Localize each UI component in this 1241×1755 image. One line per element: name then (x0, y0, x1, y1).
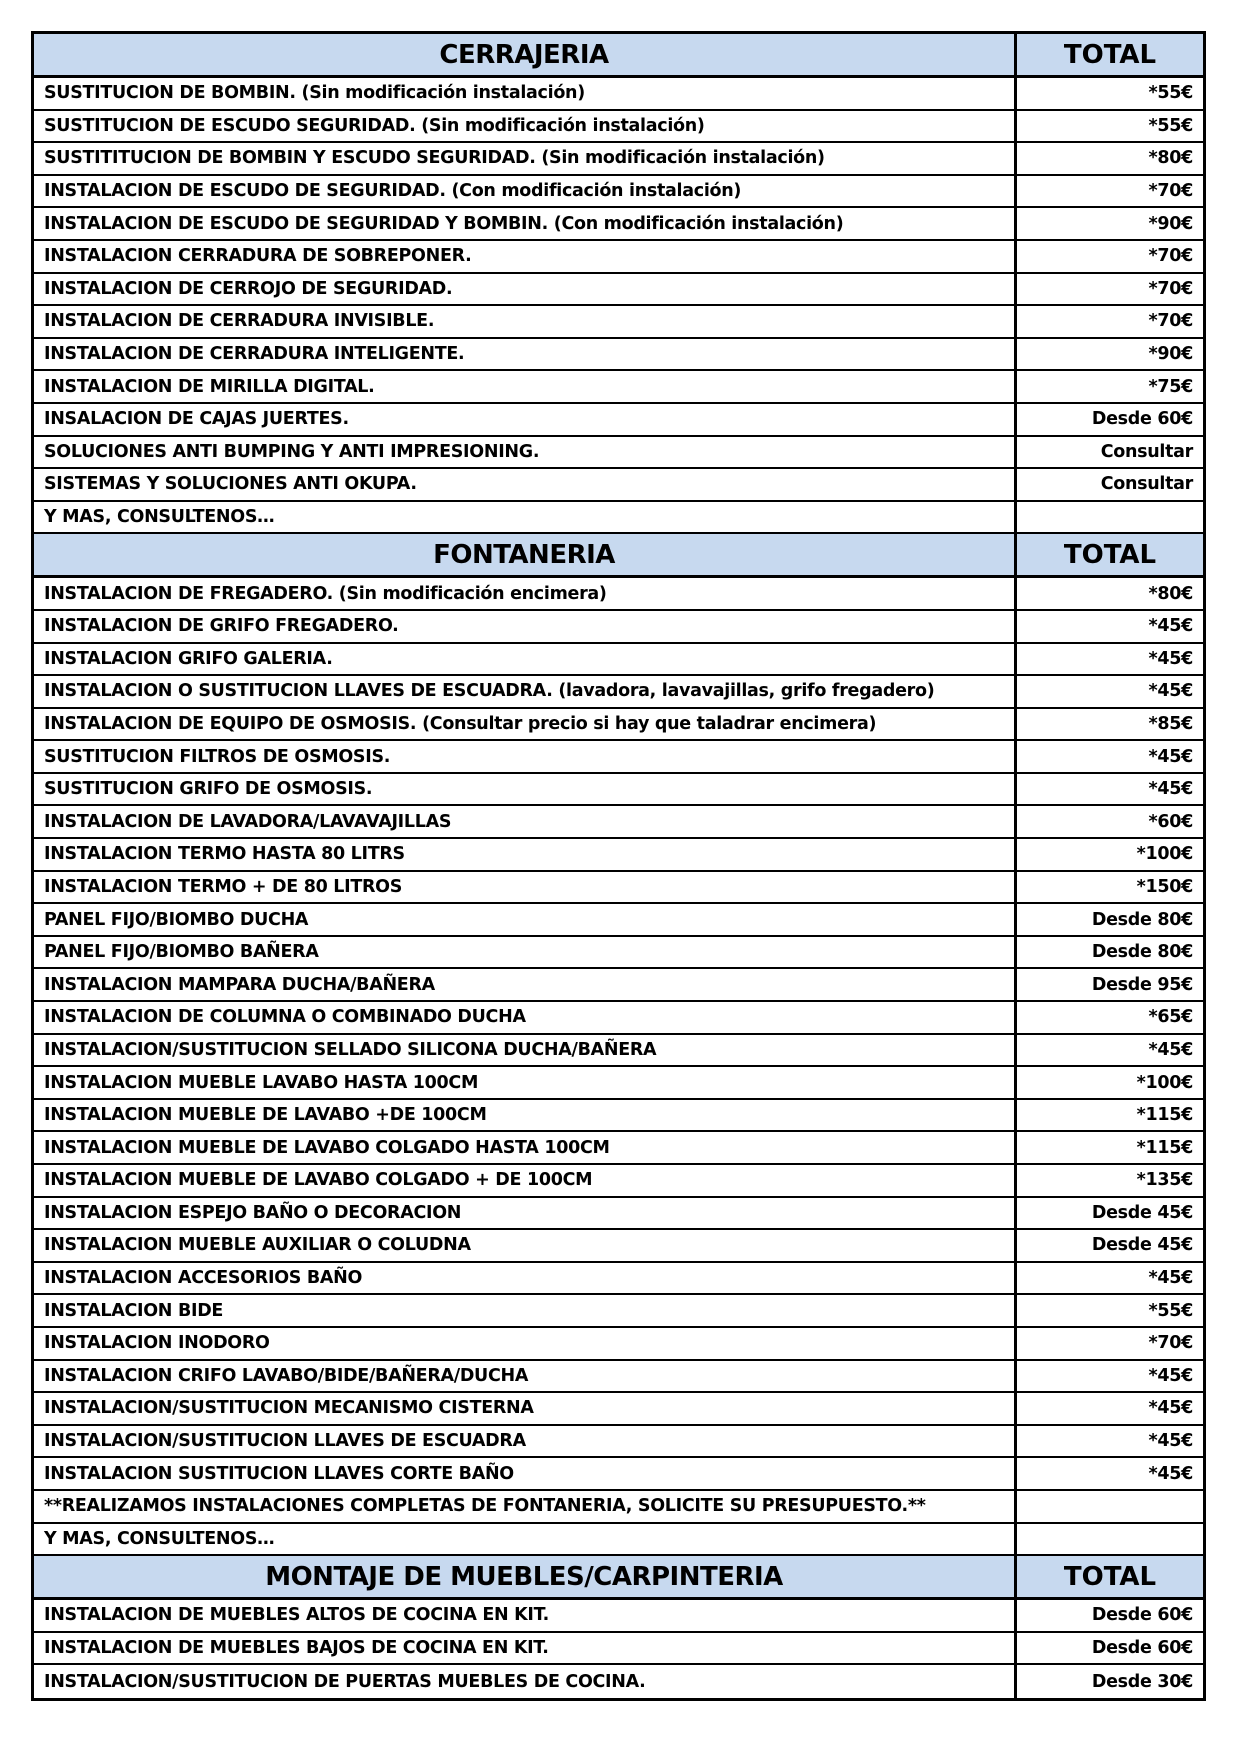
service-description: Y MAS, CONSULTENOS… (34, 502, 1017, 533)
table-row (34, 502, 1203, 535)
service-price (1017, 1491, 1203, 1522)
service-description: INSTALACION O SUSTITUCION LLAVES DE ESCUADRA. (lavadora, lavavajillas, grifo fregadero) (34, 676, 1017, 707)
service-description: INSTALACION GRIFO GALERIA. (34, 644, 1017, 675)
table-row (34, 241, 1203, 274)
table-row (34, 1328, 1203, 1361)
service-description: INSTALACION DE LAVADORA/LAVAVAJILLAS (34, 806, 1017, 837)
service-price: *70€ (1148, 1333, 1193, 1354)
table-row (34, 1295, 1203, 1328)
total-column-header: TOTAL (1063, 539, 1157, 570)
service-price: Desde 60€ (1091, 1605, 1193, 1626)
table-row (34, 1458, 1203, 1491)
table-row (34, 469, 1203, 502)
service-price: *70€ (1148, 311, 1193, 332)
service-description: **REALIZAMOS INSTALACIONES COMPLETAS DE FONTANERIA, SOLICITE SU PRESUPUESTO.** (34, 1491, 1017, 1522)
service-description: INSALACION DE CAJAS JUERTES. (34, 404, 1017, 435)
table-row (34, 1393, 1203, 1426)
service-description: INSTALACION DE EQUIPO DE OSMOSIS. (Consultar precio si hay que taladrar encimera) (34, 709, 1017, 740)
section-header-cerrajeria (34, 34, 1203, 78)
service-description: INSTALACION DE CERRADURA INTELIGENTE. (34, 339, 1017, 370)
section-title: FONTANERIA (34, 534, 1017, 575)
service-description: INSTALACION DE MIRILLA DIGITAL. (34, 371, 1017, 402)
service-description: SUSTITUCION DE BOMBIN. (Sin modificación instalación) (34, 78, 1017, 109)
table-row (34, 1035, 1203, 1068)
service-description: INSTALACION MUEBLE LAVABO HASTA 100CM (34, 1067, 1017, 1098)
service-price: *70€ (1148, 181, 1193, 202)
table-row (34, 1067, 1203, 1100)
table-row (34, 1132, 1203, 1165)
service-description: INSTALACION ACCESORIOS BAÑO (34, 1263, 1017, 1294)
service-description: INSTALACION DE CERRADURA INVISIBLE. (34, 306, 1017, 337)
service-description: INSTALACION SUSTITUCION LLAVES CORTE BAÑO (34, 1458, 1017, 1489)
service-description: INSTALACION/SUSTITUCION DE PUERTAS MUEBLES DE COCINA. (34, 1665, 1017, 1698)
service-price: Desde 60€ (1091, 409, 1193, 430)
table-row (34, 1491, 1203, 1524)
service-description: INSTALACION TERMO + DE 80 LITROS (34, 872, 1017, 903)
service-price: *45€ (1148, 616, 1193, 637)
table-row (34, 1002, 1203, 1035)
service-description: SUSTITUCION DE ESCUDO SEGURIDAD. (Sin modificación instalación) (34, 111, 1017, 142)
service-price: *80€ (1148, 583, 1193, 604)
table-row (34, 578, 1203, 611)
section-title: MONTAJE DE MUEBLES/CARPINTERIA (34, 1556, 1017, 1597)
service-price: *100€ (1136, 844, 1193, 865)
table-row (34, 1633, 1203, 1666)
service-description: INSTALACION/SUSTITUCION LLAVES DE ESCUADRA (34, 1426, 1017, 1457)
service-description: SUSTITITUCION DE BOMBIN Y ESCUDO SEGURIDAD. (Sin modificación instalación) (34, 143, 1017, 174)
table-row (34, 904, 1203, 937)
service-price: Desde 60€ (1091, 1638, 1193, 1659)
service-price: Desde 30€ (1091, 1671, 1193, 1692)
table-row (34, 709, 1203, 742)
service-price (1017, 1524, 1203, 1555)
service-description: INSTALACION MAMPARA DUCHA/BAÑERA (34, 969, 1017, 1000)
service-description: INSTALACION TERMO HASTA 80 LITRS (34, 839, 1017, 870)
service-description: INSTALACION CRIFO LAVABO/BIDE/BAÑERA/DUCHA (34, 1361, 1017, 1392)
table-row (34, 78, 1203, 111)
service-price: *45€ (1148, 1463, 1193, 1484)
service-description: INSTALACION MUEBLE DE LAVABO +DE 100CM (34, 1100, 1017, 1131)
table-row (34, 111, 1203, 144)
table-row (34, 371, 1203, 404)
table-row (34, 937, 1203, 970)
service-price: *90€ (1148, 213, 1193, 234)
service-price: *45€ (1148, 648, 1193, 669)
service-price: *45€ (1148, 1268, 1193, 1289)
service-description: INSTALACION DE FREGADERO. (Sin modificación encimera) (34, 578, 1017, 609)
service-description: INSTALACION DE ESCUDO DE SEGURIDAD. (Con modificación instalación) (34, 176, 1017, 207)
service-price: Desde 80€ (1091, 909, 1193, 930)
table-row (34, 437, 1203, 470)
table-row (34, 611, 1203, 644)
service-description: INSTALACION/SUSTITUCION SELLADO SILICONA DUCHA/BAÑERA (34, 1035, 1017, 1066)
price-list-table (31, 31, 1206, 1701)
service-description: INSTALACION DE GRIFO FREGADERO. (34, 611, 1017, 642)
service-price: *65€ (1148, 1007, 1193, 1028)
table-row (34, 143, 1203, 176)
service-price: *55€ (1148, 83, 1193, 104)
service-description: INSTALACION ESPEJO BAÑO O DECORACION (34, 1198, 1017, 1229)
table-row (34, 1100, 1203, 1133)
service-price: *45€ (1148, 681, 1193, 702)
service-price: Desde 45€ (1091, 1202, 1193, 1223)
table-row (34, 274, 1203, 307)
service-description: INSTALACION MUEBLE DE LAVABO COLGADO + DE 100CM (34, 1165, 1017, 1196)
service-price: *45€ (1148, 1039, 1193, 1060)
table-row (34, 969, 1203, 1002)
service-price: *100€ (1136, 1072, 1193, 1093)
service-price: *45€ (1148, 1398, 1193, 1419)
service-price: Desde 95€ (1091, 974, 1193, 995)
section-title: CERRAJERIA (34, 34, 1017, 75)
service-price: Consultar (1100, 441, 1193, 462)
service-price: *115€ (1136, 1137, 1193, 1158)
service-description: INSTALACION BIDE (34, 1295, 1017, 1326)
service-price: *70€ (1148, 246, 1193, 267)
total-column-header: TOTAL (1063, 39, 1157, 70)
service-price: *115€ (1136, 1105, 1193, 1126)
table-row (34, 306, 1203, 339)
service-description: SOLUCIONES ANTI BUMPING Y ANTI IMPRESIONING. (34, 437, 1017, 468)
service-description: SUSTITUCION GRIFO DE OSMOSIS. (34, 774, 1017, 805)
service-description: PANEL FIJO/BIOMBO DUCHA (34, 904, 1017, 935)
service-price: Consultar (1100, 474, 1193, 495)
table-row (34, 1426, 1203, 1459)
service-price: Desde 80€ (1091, 942, 1193, 963)
table-row (34, 1524, 1203, 1557)
service-description: INSTALACION DE MUEBLES BAJOS DE COCINA EN KIT. (34, 1633, 1017, 1664)
service-price: *70€ (1148, 278, 1193, 299)
table-row (34, 339, 1203, 372)
service-description: PANEL FIJO/BIOMBO BAÑERA (34, 937, 1017, 968)
service-price (1017, 502, 1203, 533)
service-description: INSTALACION DE CERROJO DE SEGURIDAD. (34, 274, 1017, 305)
table-row (34, 741, 1203, 774)
service-description: INSTALACION MUEBLE AUXILIAR O COLUDNA (34, 1230, 1017, 1261)
service-price: *55€ (1148, 115, 1193, 136)
service-price: *45€ (1148, 1431, 1193, 1452)
section-header-montaje-de-muebles-carpinteria (34, 1556, 1203, 1600)
service-price: *75€ (1148, 376, 1193, 397)
table-row (34, 872, 1203, 905)
service-price: *55€ (1148, 1300, 1193, 1321)
service-description: INSTALACION/SUSTITUCION MECANISMO CISTERNA (34, 1393, 1017, 1424)
service-price: *85€ (1148, 713, 1193, 734)
service-price: *90€ (1148, 344, 1193, 365)
service-description: SISTEMAS Y SOLUCIONES ANTI OKUPA. (34, 469, 1017, 500)
table-row (34, 644, 1203, 677)
service-description: INSTALACION CERRADURA DE SOBREPONER. (34, 241, 1017, 272)
table-row (34, 1230, 1203, 1263)
service-description: INSTALACION INODORO (34, 1328, 1017, 1359)
table-row (34, 839, 1203, 872)
table-row (34, 774, 1203, 807)
table-row (34, 208, 1203, 241)
service-price: *45€ (1148, 746, 1193, 767)
service-price: *135€ (1136, 1170, 1193, 1191)
service-price: *80€ (1148, 148, 1193, 169)
service-price: Desde 45€ (1091, 1235, 1193, 1256)
table-row (34, 1198, 1203, 1231)
service-price: *45€ (1148, 779, 1193, 800)
table-row (34, 1600, 1203, 1633)
total-column-header: TOTAL (1063, 1561, 1157, 1592)
table-row (34, 806, 1203, 839)
table-row (34, 1361, 1203, 1394)
service-price: *60€ (1148, 811, 1193, 832)
table-row (34, 1165, 1203, 1198)
service-price: *45€ (1148, 1365, 1193, 1386)
service-description: INSTALACION DE ESCUDO DE SEGURIDAD Y BOMBIN. (Con modificación instalación) (34, 208, 1017, 239)
service-price: *150€ (1136, 876, 1193, 897)
table-row (34, 176, 1203, 209)
table-row (34, 404, 1203, 437)
service-description: INSTALACION DE COLUMNA O COMBINADO DUCHA (34, 1002, 1017, 1033)
service-description: Y MAS, CONSULTENOS… (34, 1524, 1017, 1555)
service-description: INSTALACION DE MUEBLES ALTOS DE COCINA EN KIT. (34, 1600, 1017, 1631)
table-row (34, 1263, 1203, 1296)
table-row (34, 676, 1203, 709)
service-description: SUSTITUCION FILTROS DE OSMOSIS. (34, 741, 1017, 772)
section-header-fontaneria (34, 534, 1203, 578)
service-description: INSTALACION MUEBLE DE LAVABO COLGADO HASTA 100CM (34, 1132, 1017, 1163)
table-row (34, 1665, 1203, 1698)
